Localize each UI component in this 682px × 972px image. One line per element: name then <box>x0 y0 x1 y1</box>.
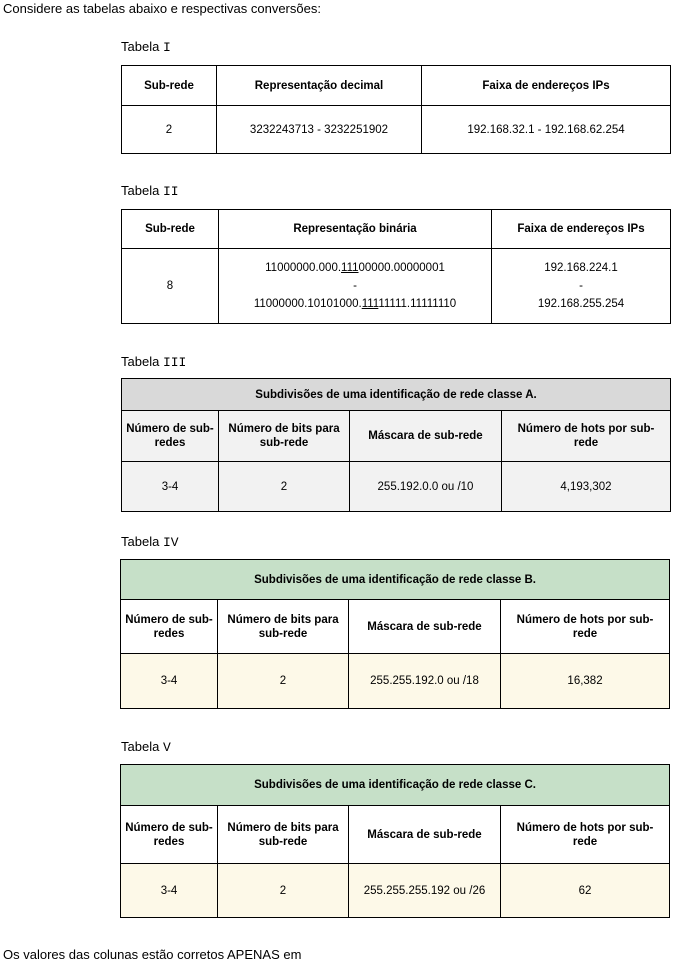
header-cell: Número de sub-redes <box>121 600 218 654</box>
binary-start: 11000000.000.11100000.00000001 <box>265 262 445 274</box>
tabela-3-caption <box>121 354 186 370</box>
binary-end: 11000000.10101000.11111111.11111110 <box>253 298 457 310</box>
caption-roman: I <box>162 40 171 55</box>
header-cell: Número de hots por sub-rede <box>501 600 670 654</box>
table-cell: 8 <box>122 249 219 324</box>
ip-range-cell <box>492 249 671 324</box>
header-cell: Número de sub-redes <box>121 806 218 864</box>
caption-word: Tabela <box>121 39 160 54</box>
caption-word: Tabela <box>121 183 160 198</box>
question-text: Os valores das colunas estão corretos APENAS em <box>3 947 302 962</box>
tabela-2-caption <box>121 183 179 199</box>
header-cell: Sub-rede <box>122 66 217 106</box>
caption-roman: V <box>162 740 171 755</box>
header-cell: Máscara de sub-rede <box>349 806 501 864</box>
caption-roman: III <box>162 355 187 370</box>
header-cell: Número de bits para sub-rede <box>218 806 349 864</box>
header-cell: Número de hots por sub-rede <box>502 411 671 462</box>
ip-start: 192.168.224.1 <box>544 262 618 274</box>
tabela-4-caption <box>121 534 179 550</box>
range-dash: - <box>579 280 583 292</box>
caption-roman: IV <box>162 535 179 550</box>
header-cell: Número de bits para sub-rede <box>218 600 349 654</box>
table-cell: 16,382 <box>501 654 670 709</box>
tabela-1 <box>121 65 671 154</box>
tabela-4 <box>120 559 670 709</box>
header-cell: Representação binária <box>219 210 492 249</box>
table-cell: 4,193,302 <box>502 462 671 512</box>
table-cell: 255.192.0.0 ou /10 <box>350 462 502 512</box>
caption-word: Tabela <box>121 534 160 549</box>
table-cell: 2 <box>218 864 349 918</box>
table-cell: 2 <box>219 462 350 512</box>
tabela-5-caption <box>121 739 171 755</box>
intro-text: Considere as tabelas abaixo e respectivas conversões: <box>3 1 321 16</box>
tabela-3 <box>121 378 671 512</box>
caption-roman: II <box>162 184 179 199</box>
header-cell: Número de hots por sub-rede <box>501 806 670 864</box>
table-title: Subdivisões de uma identificação de rede classe C. <box>121 765 670 806</box>
header-cell: Máscara de sub-rede <box>349 600 501 654</box>
header-cell: Sub-rede <box>122 210 219 249</box>
table-cell: 255.255.192.0 ou /18 <box>349 654 501 709</box>
table-title: Subdivisões de uma identificação de rede classe B. <box>121 560 670 600</box>
table-cell: 3-4 <box>121 864 218 918</box>
binary-range-cell <box>219 249 492 324</box>
header-cell: Faixa de endereços IPs <box>492 210 671 249</box>
caption-word: Tabela <box>121 739 160 754</box>
tabela-5 <box>120 764 670 918</box>
table-cell: 3-4 <box>122 462 219 512</box>
tabela-2 <box>121 209 671 324</box>
ip-end: 192.168.255.254 <box>537 298 625 310</box>
table-cell: 62 <box>501 864 670 918</box>
table-cell: 192.168.32.1 - 192.168.62.254 <box>422 106 671 154</box>
table-cell: 3-4 <box>121 654 218 709</box>
table-title: Subdivisões de uma identificação de rede classe A. <box>122 379 671 411</box>
table-cell: 255.255.255.192 ou /26 <box>349 864 501 918</box>
table-cell: 2 <box>218 654 349 709</box>
table-cell: 3232243713 - 3232251902 <box>217 106 422 154</box>
table-cell: 2 <box>122 106 217 154</box>
header-cell: Número de sub-redes <box>122 411 219 462</box>
header-cell: Número de bits para sub-rede <box>219 411 350 462</box>
range-dash: - <box>353 280 357 292</box>
header-cell: Representação decimal <box>217 66 422 106</box>
header-cell: Faixa de endereços IPs <box>422 66 671 106</box>
caption-word: Tabela <box>121 354 160 369</box>
header-cell: Máscara de sub-rede <box>350 411 502 462</box>
tabela-1-caption <box>121 39 171 55</box>
